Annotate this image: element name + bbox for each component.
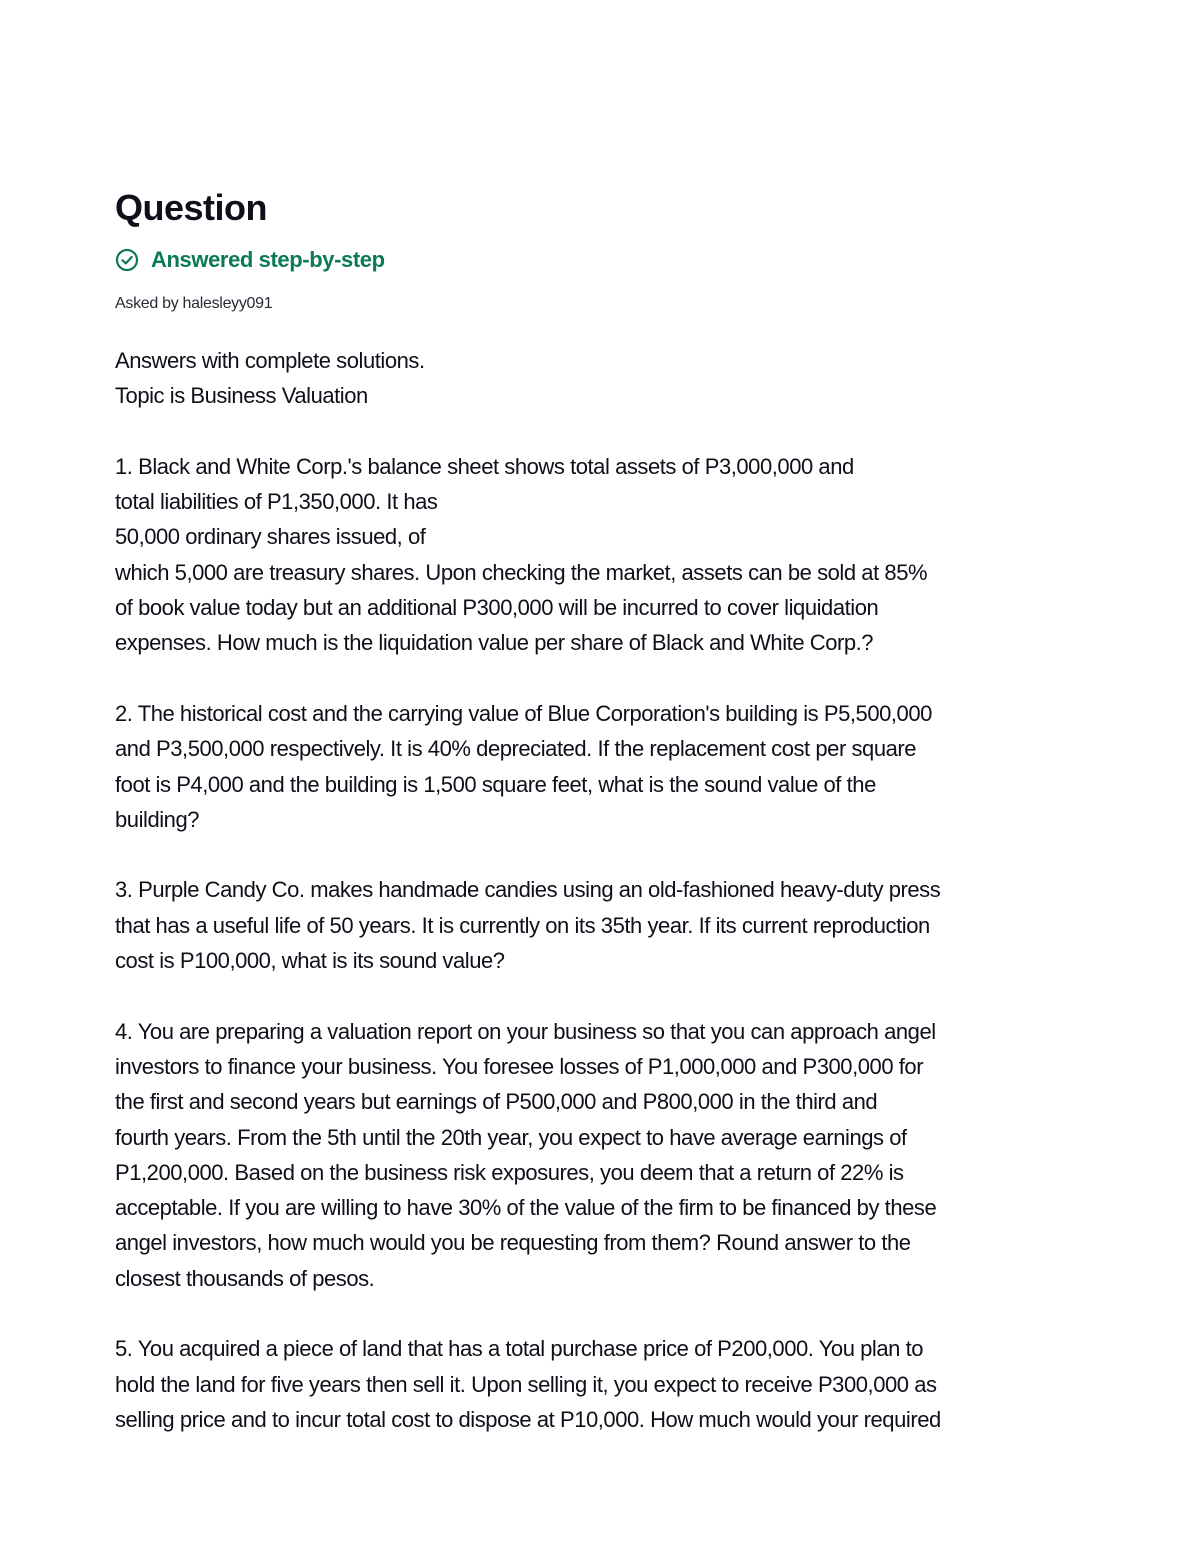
body-line: closest thousands of pesos. (115, 1265, 375, 1291)
body-line: that has a useful life of 50 years. It is currently on its 35th year. If its current reproduction (115, 912, 930, 938)
body-line: 5. You acquired a piece of land that has a total purchase price of P200,000. You plan to (115, 1336, 924, 1362)
body-line: the first and second years but earnings of P500,000 and P800,000 in the third and (115, 1089, 878, 1115)
body-line: fourth years. From the 5th until the 20th year, you expect to have average earnings of (115, 1124, 907, 1150)
body-line: which 5,000 are treasury shares. Upon checking the market, assets can be sold at 85% (115, 559, 928, 585)
body-line: investors to finance your business. You foresee losses of P1,000,000 and P300,000 for (115, 1053, 924, 1079)
body-line: cost is P100,000, what is its sound value? (115, 948, 505, 974)
check-circle-icon (115, 248, 139, 272)
body-line: P1,200,000. Based on the business risk exposures, you deem that a return of 22% is (115, 1159, 904, 1185)
body-line: expenses. How much is the liquidation value per share of Black and White Corp.? (115, 630, 874, 656)
body-line: 3. Purple Candy Co. makes handmade candies using an old-fashioned heavy-duty press (115, 877, 941, 903)
body-line (115, 1296, 1090, 1331)
question-card (115, 186, 1090, 1437)
body-line: Answers with complete solutions. (115, 348, 425, 373)
body-line: acceptable. If you are willing to have 30% of the value of the firm to be financed by these (115, 1195, 937, 1221)
answered-status (115, 244, 1090, 276)
body-line: angel investors, how much would you be requesting from them? Round answer to the (115, 1230, 911, 1256)
asked-by: Asked by halesleyy091 (115, 295, 273, 312)
body-line: 50,000 ordinary shares issued, of (115, 524, 426, 550)
body-line (115, 414, 1090, 449)
body-line (115, 978, 1090, 1013)
answered-status-label: Answered step-by-step (151, 247, 385, 272)
body-line: total liabilities of P1,350,000. It has (115, 489, 438, 515)
body-line: foot is P4,000 and the building is 1,500 square feet, what is the sound value of the (115, 771, 876, 797)
body-line: selling price and to incur total cost to dispose at P10,000. How much would your required (115, 1406, 941, 1432)
body-line: hold the land for five years then sell it. Upon selling it, you expect to receive P300,000 as (115, 1371, 937, 1397)
body-line: building? (115, 806, 200, 832)
body-line (115, 661, 1090, 696)
body-line: Topic is Business Valuation (115, 383, 368, 409)
body-line: 1. Black and White Corp.'s balance sheet shows total assets of P3,000,000 and (115, 453, 854, 479)
question-body (115, 343, 1090, 1437)
body-line: 4. You are preparing a valuation report on your business so that you can approach angel (115, 1018, 936, 1044)
body-line: of book value today but an additional P300,000 will be incurred to cover liquidation (115, 595, 879, 621)
body-line: and P3,500,000 respectively. It is 40% depreciated. If the replacement cost per square (115, 736, 917, 762)
body-line: 2. The historical cost and the carrying value of Blue Corporation's building is P5,500,000 (115, 700, 932, 726)
body-line (115, 837, 1090, 872)
page-title: Question (115, 187, 268, 228)
